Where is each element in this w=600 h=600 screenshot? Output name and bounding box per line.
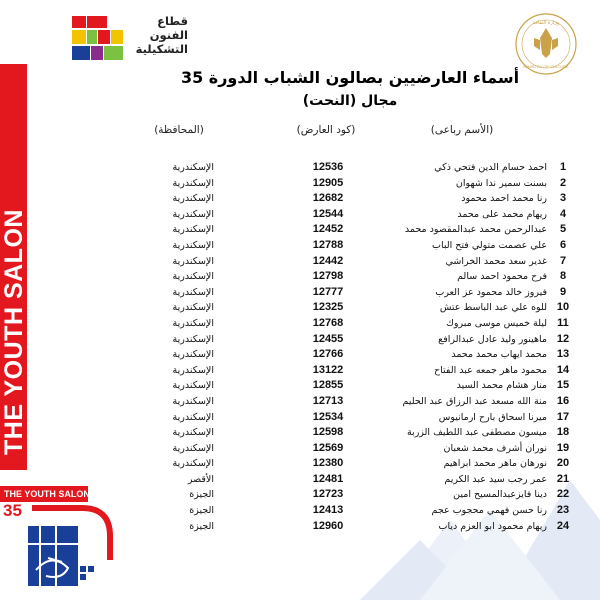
row-number: 9: [559, 285, 567, 298]
row-governorate: الإسكندرية: [172, 271, 214, 283]
row-name: ماهينور وليد عادل عبدالرافع: [438, 333, 547, 345]
row-governorate: الجيزة: [189, 520, 214, 532]
row-code: 12481: [312, 472, 344, 485]
row-governorate: الإسكندرية: [172, 395, 214, 407]
row-governorate: الإسكندرية: [172, 349, 214, 361]
row-name: ريهام محمود ابو العزم دياب: [438, 520, 547, 532]
table-row: [0, 207, 600, 223]
row-code: 12452: [312, 223, 344, 236]
sector-line-3: التشكيلية: [135, 42, 188, 56]
side-band-text: THE YOUTH SALON: [0, 209, 28, 455]
row-governorate: الإسكندرية: [172, 302, 214, 314]
row-code: 12325: [312, 301, 344, 314]
row-code: 12442: [312, 254, 344, 267]
row-code: 12598: [312, 426, 344, 439]
table-row: [0, 222, 600, 238]
row-name: غدير سعد محمد الخراشي: [445, 255, 547, 267]
row-code: 12713: [312, 394, 344, 407]
row-governorate: الإسكندرية: [172, 380, 214, 392]
row-name: رنا محمد احمد محمود: [461, 193, 547, 205]
row-governorate: الجيزة: [189, 505, 214, 517]
row-code: 12960: [312, 519, 344, 532]
youth-salon-label: THE YOUTH SALON: [0, 486, 88, 502]
row-code: 12413: [312, 504, 344, 517]
row-code: 12788: [312, 238, 344, 251]
row-name: رنا حسن فهمي محجوب عجم: [431, 505, 547, 517]
table-row: [0, 238, 600, 254]
row-code: 12768: [312, 316, 344, 329]
fine-arts-sector-title: [128, 14, 188, 56]
row-number: 1: [559, 161, 567, 173]
row-name: فيروز خالد محمود عز العرب: [435, 286, 547, 298]
row-governorate: الإسكندرية: [172, 411, 214, 423]
table-row: [0, 269, 600, 285]
row-code: 12569: [312, 441, 344, 454]
table-row: [0, 410, 600, 426]
table-row: [0, 378, 600, 394]
row-governorate: الأقصر: [187, 473, 214, 485]
row-governorate: الإسكندرية: [172, 224, 214, 236]
row-name: ميسون مصطفى عبد اللطيف الزربة: [406, 427, 547, 439]
row-number: 23: [556, 504, 570, 517]
row-number: 5: [559, 223, 567, 236]
table-row: [0, 191, 600, 207]
row-name: علي عصمت متولي فتح الباب: [432, 239, 547, 251]
row-name: منة الله مسعد عبد الرزاق عبد الحليم: [402, 395, 547, 407]
sector-line-1: قطاع: [157, 14, 188, 28]
row-governorate: الإسكندرية: [172, 255, 214, 267]
row-code: 12798: [312, 270, 344, 283]
row-name: عبدالرحمن محمد عبدالمقصود محمد: [404, 224, 547, 236]
row-governorate: الإسكندرية: [172, 458, 214, 470]
row-code: 12766: [312, 348, 344, 361]
header-code: (كود العارض): [296, 124, 356, 136]
youth-salon-number: 35: [3, 501, 22, 520]
table-row: [0, 316, 600, 332]
table-row: [0, 254, 600, 270]
table-row: [0, 472, 600, 488]
row-name: محمود ماهر جمعه عبد الفتاح: [434, 364, 547, 376]
row-governorate: الإسكندرية: [172, 333, 214, 345]
row-governorate: الإسكندرية: [172, 427, 214, 439]
row-name: دينا فايزعبدالمسيح امين: [453, 489, 547, 501]
row-governorate: الإسكندرية: [172, 239, 214, 251]
row-code: 12380: [312, 457, 344, 470]
row-number: 10: [556, 301, 570, 314]
table-row: [0, 332, 600, 348]
row-name: ميرنا اسحاق بارح ارمانيوس: [438, 411, 547, 423]
row-number: 4: [559, 207, 567, 220]
page-title: أسماء العارضيين بصالون الشباب الدورة 35: [180, 68, 520, 87]
row-governorate: الإسكندرية: [172, 162, 214, 173]
table-row: [0, 285, 600, 301]
row-number: 7: [559, 254, 567, 267]
row-code: 12723: [312, 488, 344, 501]
row-number: 12: [556, 332, 570, 345]
row-governorate: الإسكندرية: [172, 364, 214, 376]
row-number: 19: [556, 441, 570, 454]
row-name: محمد ايهاب محمد محمد: [451, 349, 547, 361]
row-governorate: الجيزة: [189, 489, 214, 501]
row-governorate: الإسكندرية: [172, 208, 214, 220]
row-name: منار هشام محمد السيد: [456, 380, 547, 392]
table-row: [0, 503, 600, 519]
row-name: ليلة خميس موسى مبروك: [446, 317, 547, 329]
row-name: نوران أشرف محمد شعبان: [443, 442, 547, 454]
row-code: 12777: [312, 285, 344, 298]
row-code: 12682: [312, 192, 344, 205]
table-row: [0, 519, 600, 535]
row-code: 12855: [312, 379, 344, 392]
row-name: عمر رجب سيد عبد الكريم: [444, 473, 547, 485]
row-name: نورهان ماهر محمد ابراهيم: [443, 458, 547, 470]
row-governorate: الإسكندرية: [172, 177, 214, 189]
row-code: 12534: [312, 410, 344, 423]
row-number: 24: [556, 519, 570, 532]
table-row: [0, 487, 600, 503]
row-governorate: الإسكندرية: [172, 442, 214, 454]
row-number: 15: [556, 379, 570, 392]
row-number: 14: [556, 363, 570, 376]
row-governorate: الإسكندرية: [172, 193, 214, 205]
row-number: 18: [556, 426, 570, 439]
table-row: [0, 441, 600, 457]
table-row: [0, 300, 600, 316]
row-governorate: الإسكندرية: [172, 317, 214, 329]
fine-arts-sector-logo: [72, 16, 124, 62]
row-code: 13122: [312, 363, 344, 376]
ministry-arabic-text: وزارة الثقافة: [532, 20, 560, 26]
row-code: 12455: [312, 332, 344, 345]
row-number: 17: [556, 410, 570, 423]
row-number: 22: [556, 488, 570, 501]
table-row: [0, 363, 600, 379]
exhibitors-table: [0, 160, 600, 534]
row-number: 6: [559, 238, 567, 251]
ministry-english-text: MINISTRY OF CULTURE: [523, 64, 569, 69]
header-name: (الأسم رباعى): [430, 124, 494, 136]
sector-line-2: الفنون: [149, 28, 188, 42]
table-row: [0, 176, 600, 192]
row-number: 16: [556, 394, 570, 407]
row-name: احمد حسام الدين فتحي ذكي: [434, 162, 547, 173]
row-number: 3: [559, 192, 567, 205]
row-number: 13: [556, 348, 570, 361]
row-number: 8: [559, 270, 567, 283]
table-row: [0, 160, 600, 176]
row-name: بسنت سمير ندا شهوان: [455, 177, 547, 189]
row-number: 20: [556, 457, 570, 470]
row-name: ريهام محمد على محمد: [457, 208, 547, 220]
row-code: 12544: [312, 207, 344, 220]
page-subtitle: مجال (النحت): [302, 93, 398, 109]
table-row: [0, 425, 600, 441]
table-row: [0, 456, 600, 472]
row-number: 21: [556, 472, 570, 485]
row-code: 12905: [312, 176, 344, 189]
table-row: [0, 347, 600, 363]
row-name: للوه علي عبد الباسط عتش: [439, 302, 547, 314]
header-governorate: (المحافظة): [154, 124, 204, 136]
table-row: [0, 394, 600, 410]
row-number: 11: [557, 316, 569, 329]
row-name: فرح محمود احمد سالم: [457, 271, 547, 283]
row-code: 12536: [312, 161, 344, 173]
row-governorate: الإسكندرية: [172, 286, 214, 298]
row-number: 2: [559, 176, 567, 189]
